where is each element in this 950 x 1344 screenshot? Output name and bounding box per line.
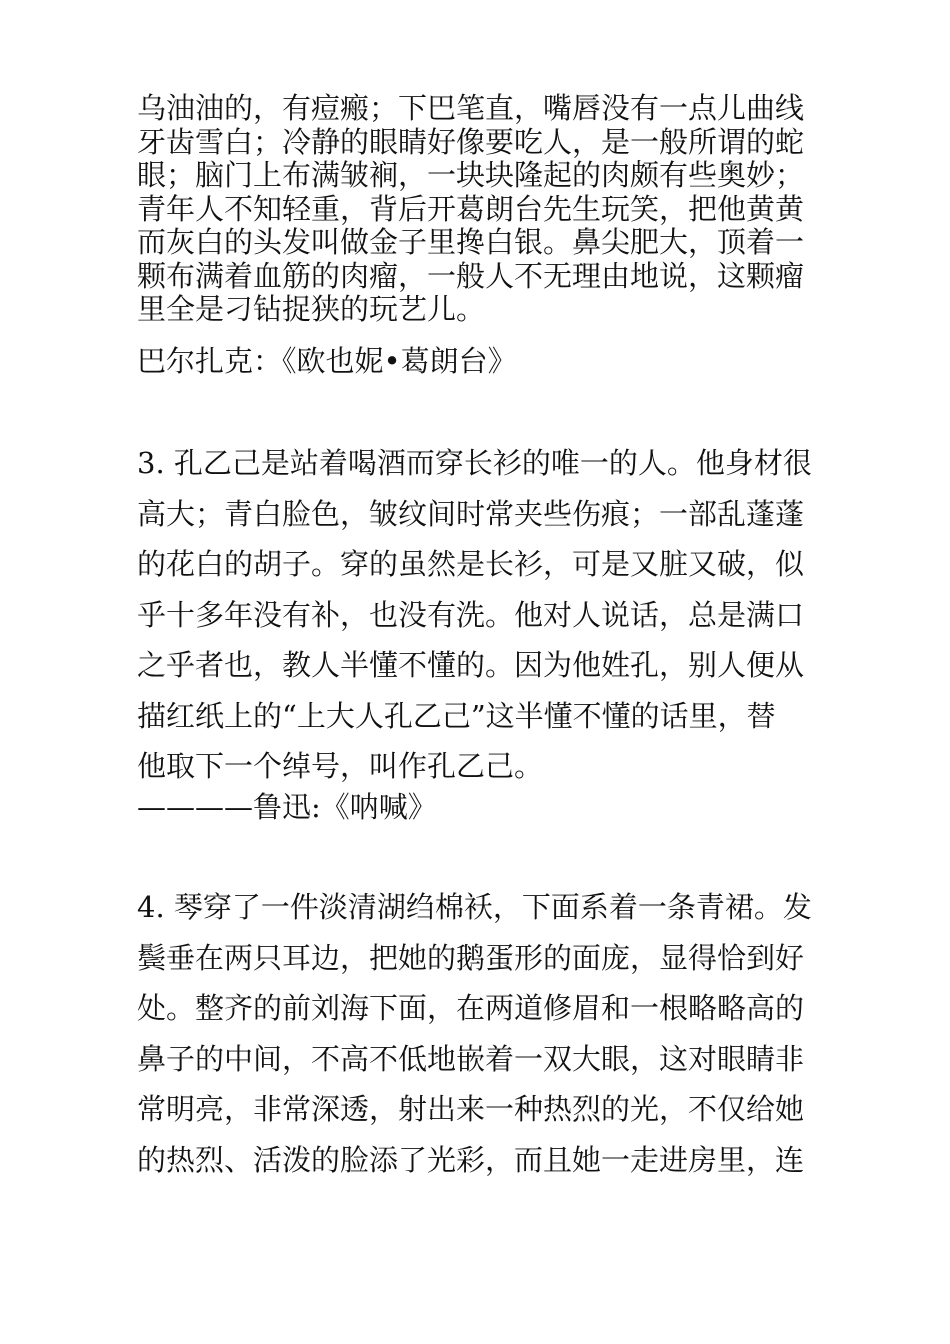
text-line: 颗布满着血筋的肉瘤，一般人不无理由地说，这颗瘤 (137, 258, 805, 293)
text-line: 他取下一个绰号，叫作孔乙己。 (137, 749, 544, 783)
text-line: 而灰白的头发叫做金子里搀白银。鼻尖肥大，顶着一 (137, 225, 805, 259)
text-line: 之乎者也，教人半懂不懂的。因为他姓孔，别人便从 (137, 648, 805, 682)
text-line: 处。整齐的前刘海下面，在两道修眉和一根略略高的 (137, 991, 805, 1025)
text-line: 鼻子的中间，不高不低地嵌着一双大眼，这对眼睛非 (137, 1041, 805, 1076)
text-line: 眼；脑门上布满皱裥，一块块隆起的肉颇有些奥妙； (137, 158, 805, 192)
text-line: 3. 孔乙己是站着喝酒而穿长衫的唯一的人。他身材很 (137, 446, 812, 480)
excerpt-qin (137, 882, 812, 1185)
excerpt-eugenie-grandet (137, 92, 804, 327)
text-line: 乎十多年没有补，也没有洗。他对人说话，总是满口 (137, 597, 805, 632)
source-attribution: ————鲁迅:《呐喊》 (137, 790, 437, 824)
text-line: 4. 琴穿了一件淡清湖绉棉袄，下面系着一条青裙。发 (137, 890, 812, 924)
text-line: 描红纸上的“上大人孔乙己”这半懂不懂的话里，替 (137, 698, 776, 733)
text-line: 的花白的胡子。穿的虽然是长衫，可是又脏又破，似 (137, 547, 805, 581)
text-line: 青年人不知轻重，背后开葛朗台先生玩笑，把他黄黄 (137, 191, 805, 226)
text-line: 里全是刁钻捉狭的玩艺儿。 (137, 292, 486, 326)
text-line: 的热烈、活泼的脸添了光彩，而且她一走进房里，连 (137, 1142, 805, 1177)
text-line: 鬓垂在两只耳边，把她的鹅蛋形的面庞，显得恰到好 (137, 940, 805, 975)
excerpt-kong-yiji (137, 438, 812, 792)
text-line: 常明亮，非常深透，射出来一种热烈的光，不仅给她 (137, 1092, 805, 1126)
text-line: 乌油油的，有痘瘢；下巴笔直，嘴唇没有一点儿曲线 (137, 91, 805, 125)
text-line: 牙齿雪白；冷静的眼睛好像要吃人，是一般所谓的蛇 (137, 124, 805, 159)
source-attribution: 巴尔扎克：《欧也妮•葛朗台》 (137, 344, 517, 378)
text-line: 高大；青白脸色，皱纹间时常夹些伤痕；一部乱蓬蓬 (137, 496, 805, 531)
